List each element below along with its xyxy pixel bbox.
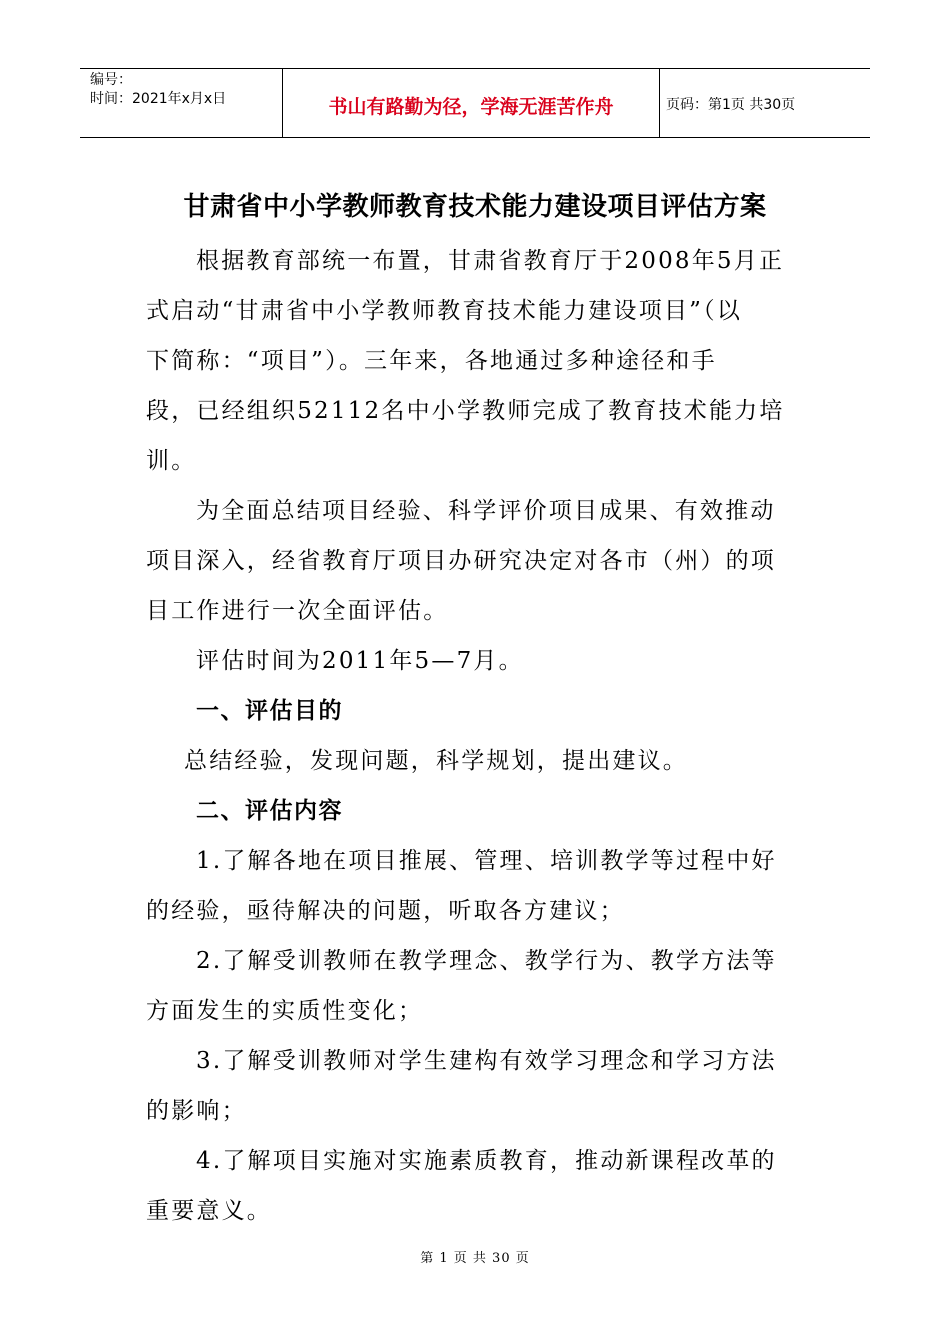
- text-line: 训。: [146, 448, 197, 474]
- paragraph-time: [146, 636, 786, 686]
- paragraph-intro: [146, 236, 786, 486]
- text-line: 式启动“甘肃省中小学教师教育技术能力建设项目”（以: [146, 298, 743, 324]
- text-line: 的经验，亟待解决的问题，听取各方建议；: [146, 898, 625, 924]
- text-line: 重要意义。: [146, 1198, 272, 1224]
- text-line: 4.了解项目实施对实施素质教育，推动新课程改革的: [196, 1148, 777, 1174]
- code-label: 编号：: [90, 72, 132, 88]
- text-line: 根据教育部统一布置，甘肃省教育厅于2008年5月正: [196, 248, 785, 274]
- page-footer: 第 1 页 共 30 页: [420, 1251, 530, 1266]
- document-body: [146, 236, 786, 1236]
- header-page-info: 页码：第1页 共30页: [666, 97, 796, 113]
- document-title: 甘肃省中小学教师教育技术能力建设项目评估方案: [183, 192, 767, 222]
- text-line: 1.了解各地在项目推展、管理、培训教学等过程中好: [196, 848, 777, 874]
- page-header: [80, 68, 870, 138]
- list-item: [146, 936, 786, 1036]
- list-item: [146, 1136, 786, 1236]
- header-motto: 书山有路勤为径，学海无涯苦作舟: [283, 69, 660, 137]
- time-label: 时间：2021年x月x日: [90, 91, 227, 107]
- section-heading-content: 二、评估内容: [196, 798, 343, 824]
- text-line: 项目深入，经省教育厅项目办研究决定对各市（州）的项: [146, 548, 776, 574]
- text-line: 方面发生的实质性变化；: [146, 998, 424, 1024]
- list-item: [146, 836, 786, 936]
- section-goal-text: 总结经验，发现问题，科学规划，提出建议。: [184, 748, 688, 774]
- text-line: 2.了解受训教师在教学理念、教学行为、教学方法等: [196, 948, 777, 974]
- text-line: 下简称：“项目”）。三年来，各地通过多种途径和手: [146, 348, 717, 374]
- list-item: [146, 1036, 786, 1136]
- text-line: 评估时间为2011年5—7月。: [196, 648, 524, 674]
- text-line: 目工作进行一次全面评估。: [146, 598, 449, 624]
- text-line: 的影响；: [146, 1098, 247, 1124]
- paragraph-purpose: [146, 486, 786, 636]
- header-meta: [80, 69, 283, 137]
- text-line: 段，已经组织52112名中小学教师完成了教育技术能力培: [146, 398, 785, 424]
- text-line: 为全面总结项目经验、科学评价项目成果、有效推动: [196, 498, 776, 524]
- section-heading-goal: 一、评估目的: [196, 698, 343, 724]
- text-line: 3.了解受训教师对学生建构有效学习理念和学习方法: [196, 1048, 777, 1074]
